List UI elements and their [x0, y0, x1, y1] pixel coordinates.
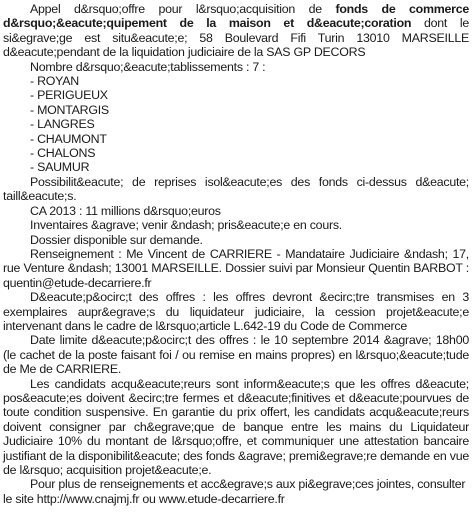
intro-bold-subject: fonds de commerce d&rsquo;&eacute;quipement de la maison et d&eacute;coration — [3, 2, 469, 31]
establishment-item: - SAUMUR — [30, 160, 90, 175]
deadline-paragraph: Date limite d&eacute;p&ocirc;t des offres : le 10 septembre 2014 &agrave; 18h00 (le cachet de la poste faisant foi / ou remise en mains propres) en l&rsquo;&eacute;tude de Me de CARRIERE. — [3, 333, 469, 377]
possibility-paragraph: Possibilit&eacute; de reprises isol&eacute;es des fonds ci-dessus d&eacute; taill&eacute;s. — [3, 174, 469, 204]
establishment-item: - CHALONS — [30, 146, 96, 161]
intro-paragraph — [3, 2, 469, 60]
establishment-item: - LANGRES — [30, 117, 95, 132]
candidates-paragraph: Les candidats acqu&eacute;reurs sont inform&eacute;s que les offres d&eacute; pos&eacute;es doivent &ecirc;tre fermes et d&eacute;finitives et d&eacute;pourvues de toute condition suspensive. En garantie du prix offert, les candidats acqu&eacute;reurs doivent consigner par ch&egrave;que de banque entre les mains du Liquidateur Judiciaire 10% du montant de l&rsquo;offre, et communiquer une attestation bancaire justifiant de la disponibilit&eacute; des fonds &agrave; premi&egrave;re demande en vue de l&rsquo; acquisition projet&eacute;e. — [3, 376, 469, 477]
deposit-paragraph: D&eacute;p&ocirc;t des offres : les offres devront &ecirc;tre transmises en 3 exemplaires aupr&egrave;s du liquidateur judiciaire, la cession projet&eacute;e intervenant dans le cadre de l&rsquo;article L.642-19 du Code de Commerce — [3, 290, 469, 333]
intro-text-end: dont le si&egrave;ge est situ&eacute;e; 58 Boulevard Fifi Turin 13010 MARSEILLE d&eacute;pendant de la liquidation judiciaire de la SAS GP DECORS — [3, 16, 469, 60]
establishments-label: Nombre d&rsquo;&eacute;tablissements : 7 : — [30, 59, 266, 74]
more-info-paragraph: Pour plus de renseignements et acc&egrave;s aux pi&egrave;ces jointes, consulter le site http://www.cnajmj.fr ou www.etude-decarriere.fr — [3, 477, 466, 506]
dossier-line: Dossier disponible sur demande. — [30, 232, 203, 247]
establishment-item: - MONTARGIS — [30, 102, 109, 117]
contact-paragraph: Renseignement : Me Vincent de CARRIERE - Mandataire Judiciaire &ndash; 17, rue Venture &ndash; 13001 MARSEILLE. Dossier suivi par Monsieur Quentin BARBOT : quentin@etude-decarriere.fr — [3, 246, 469, 290]
inventory-line: Inventaires &agrave; venir &ndash; pris&eacute;e en cours. — [30, 218, 342, 233]
establishment-item: - PERIGUEUX — [30, 88, 108, 103]
intro-text-start: Appel d&rsquo;offre pour l&rsquo;acquisition de — [30, 2, 336, 16]
establishments-list — [3, 74, 469, 175]
establishment-item: - ROYAN — [30, 74, 79, 89]
revenue-line: CA 2013 : 11 millions d&rsquo;euros — [30, 203, 221, 218]
establishment-item: - CHAUMONT — [30, 131, 107, 146]
